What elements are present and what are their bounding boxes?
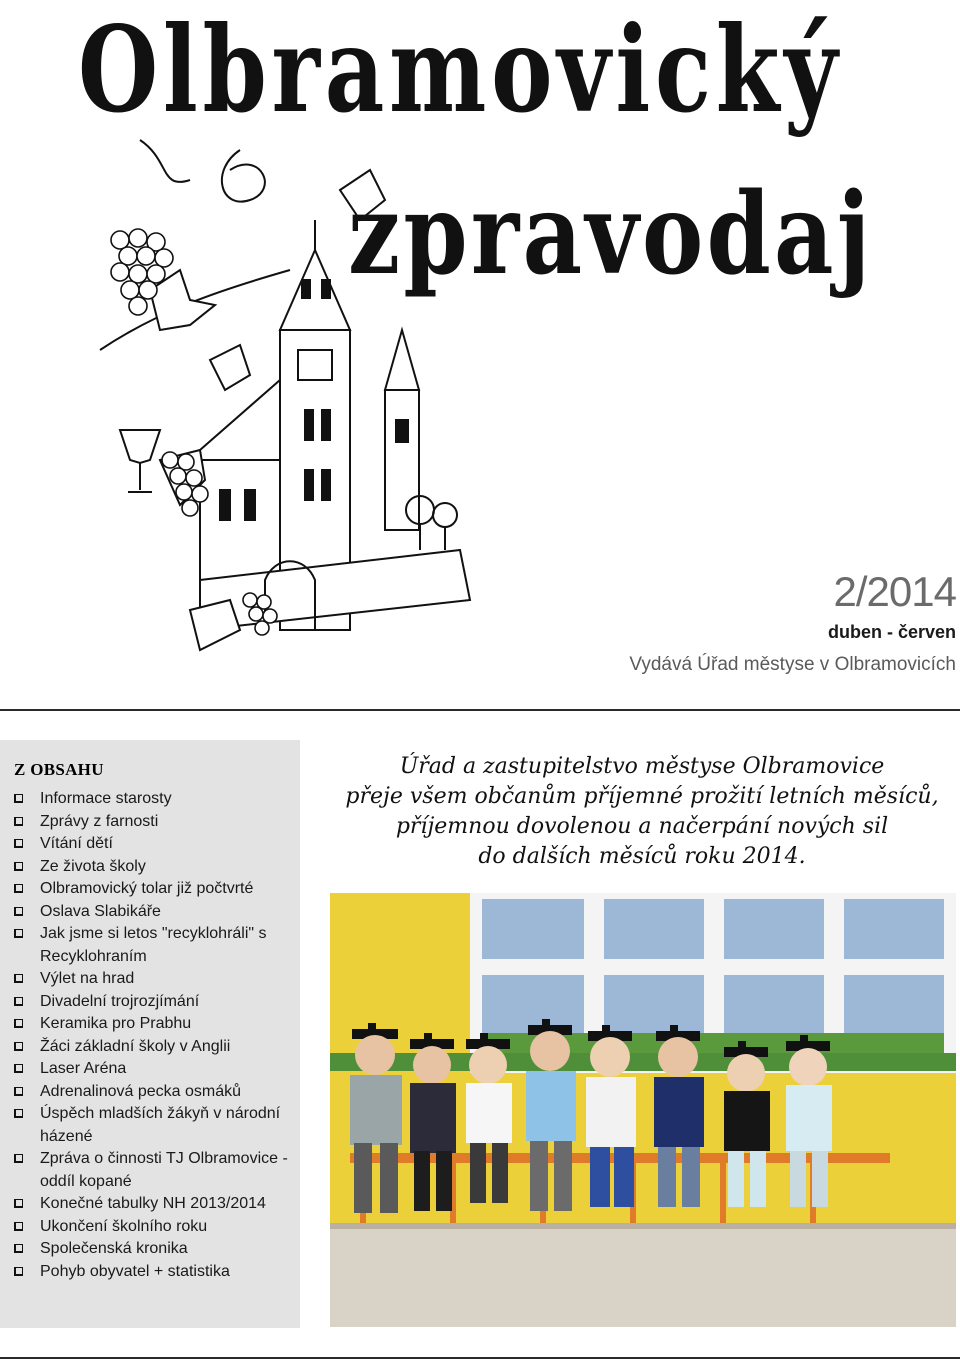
floor	[330, 1223, 956, 1327]
toc-item[interactable]: Olbramovický tolar již počtvrté	[14, 878, 296, 901]
toc-item[interactable]: Informace starosty	[14, 788, 296, 811]
tower-window	[305, 470, 313, 500]
table-of-contents	[0, 740, 300, 1328]
small-tower	[385, 390, 419, 530]
tower-window	[322, 280, 330, 298]
tree	[433, 503, 457, 527]
toc-item[interactable]: Zprávy z farnosti	[14, 811, 296, 834]
toc-item[interactable]: Zpráva o činnosti TJ Olbramovice - oddíl kopané	[14, 1148, 296, 1193]
church-body	[200, 460, 280, 580]
grape-leaf	[190, 600, 240, 650]
tower-window	[322, 410, 330, 440]
toc-title: Z OBSAHU	[14, 760, 104, 779]
checkbox-bullet-icon	[14, 862, 23, 871]
toc-item[interactable]: Pohyb obyvatel + statistika	[14, 1261, 296, 1284]
wine-glass	[120, 430, 160, 463]
greeting-line: do dalších měsíců roku 2014.	[478, 844, 806, 869]
checkbox-bullet-icon	[14, 997, 23, 1006]
greeting-line: přeje všem občanům příjemné prožití letních měsíců,	[345, 784, 939, 809]
tower-window	[302, 280, 310, 298]
checkbox-bullet-icon	[14, 1064, 23, 1073]
toc-item[interactable]: Společenská kronika	[14, 1238, 296, 1261]
toc-item[interactable]: Ze života školy	[14, 856, 296, 879]
toc-list	[14, 788, 296, 1283]
toc-item[interactable]: Ukončení školního roku	[14, 1216, 296, 1239]
masthead-title-line2: zpravodaj	[348, 169, 874, 300]
tower-roof	[280, 250, 350, 330]
checkbox-bullet-icon	[14, 839, 23, 848]
checkbox-bullet-icon	[14, 1222, 23, 1231]
divider-top	[0, 709, 960, 711]
grape-leaf	[210, 345, 250, 390]
checkbox-bullet-icon	[14, 1109, 23, 1118]
checkbox-bullet-icon	[14, 1019, 23, 1028]
checkbox-bullet-icon	[14, 1244, 23, 1253]
issue-number: 2/2014	[833, 568, 956, 615]
vine-tendril	[140, 140, 190, 182]
divider-bottom	[0, 1357, 960, 1359]
checkbox-bullet-icon	[14, 1199, 23, 1208]
toc-item[interactable]: Divadelní trojrozjímání	[14, 991, 296, 1014]
checkbox-bullet-icon	[14, 794, 23, 803]
issue-publisher: Vydává Úřad městyse v Olbramovicích	[629, 654, 956, 675]
tower-window	[305, 410, 313, 440]
masthead-title-line1: Olbramovický	[78, 0, 843, 139]
issue-period: duben - červen	[827, 622, 956, 642]
toc-item[interactable]: Vítání dětí	[14, 833, 296, 856]
greeting-line: příjemnou dovolenou a načerpání nových sil	[395, 814, 889, 839]
tower-clock	[298, 350, 332, 380]
checkbox-bullet-icon	[14, 1154, 23, 1163]
checkbox-bullet-icon	[14, 974, 23, 983]
checkbox-bullet-icon	[14, 1267, 23, 1276]
toc-item[interactable]: Úspěch mladších žákyň v národní házené	[14, 1103, 296, 1148]
toc-item[interactable]: Konečné tabulky NH 2013/2014	[14, 1193, 296, 1216]
toc-item[interactable]: Jak jsme si letos "recyklohráli" s Recyklohraním	[14, 923, 296, 968]
checkbox-bullet-icon	[14, 929, 23, 938]
toc-item[interactable]: Laser Aréna	[14, 1058, 296, 1081]
toc-item[interactable]: Žáci základní školy v Anglii	[14, 1036, 296, 1059]
toc-item[interactable]: Výlet na hrad	[14, 968, 296, 991]
toc-item[interactable]: Oslava Slabikáře	[14, 901, 296, 924]
tower-window	[322, 470, 330, 500]
greeting-message	[332, 752, 952, 872]
children-photo	[330, 893, 956, 1327]
vine-tendril	[222, 150, 265, 202]
checkbox-bullet-icon	[14, 817, 23, 826]
checkbox-bullet-icon	[14, 907, 23, 916]
checkbox-bullet-icon	[14, 1087, 23, 1096]
children-photo-illustration	[330, 893, 956, 1327]
checkbox-bullet-icon	[14, 1042, 23, 1051]
greeting-line: Úřad a zastupitelstvo městyse Olbramovice	[399, 754, 885, 779]
toc-item[interactable]: Adrenalinová pecka osmáků	[14, 1081, 296, 1104]
checkbox-bullet-icon	[14, 884, 23, 893]
toc-item[interactable]: Keramika pro Prabhu	[14, 1013, 296, 1036]
